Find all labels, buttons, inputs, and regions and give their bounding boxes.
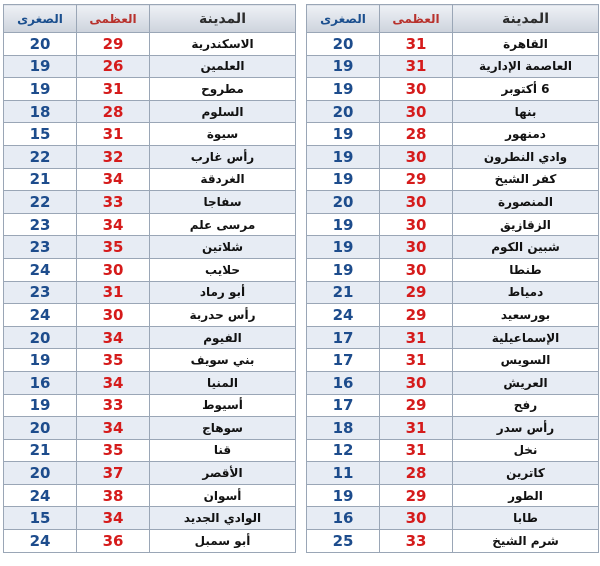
- max-temp-cell: 30: [380, 100, 453, 123]
- city-cell: الأقصر: [150, 462, 296, 485]
- max-temp-cell: 38: [77, 484, 150, 507]
- table-row: [4, 123, 296, 146]
- header-max: العظمى: [77, 5, 150, 33]
- min-temp-cell: 16: [307, 371, 380, 394]
- max-temp-cell: 29: [380, 168, 453, 191]
- city-cell: دمنهور: [453, 123, 599, 146]
- max-temp-cell: 30: [380, 371, 453, 394]
- table-row: [307, 349, 599, 372]
- min-temp-cell: 18: [4, 100, 77, 123]
- min-temp-cell: 20: [4, 462, 77, 485]
- max-temp-cell: 30: [380, 191, 453, 214]
- min-temp-cell: 20: [307, 33, 380, 56]
- table-row: [307, 304, 599, 327]
- table-row: [4, 213, 296, 236]
- table-row: [4, 78, 296, 101]
- header-min: الصغرى: [4, 5, 77, 33]
- min-temp-cell: 20: [307, 100, 380, 123]
- table-row: [307, 281, 599, 304]
- min-temp-cell: 19: [307, 168, 380, 191]
- table-row: [307, 371, 599, 394]
- city-cell: الزقازيق: [453, 213, 599, 236]
- min-temp-cell: 20: [307, 191, 380, 214]
- table-row: [4, 236, 296, 259]
- max-temp-cell: 30: [380, 145, 453, 168]
- city-cell: السويس: [453, 349, 599, 372]
- table-row: [4, 439, 296, 462]
- min-temp-cell: 24: [4, 304, 77, 327]
- table-row: [4, 326, 296, 349]
- min-temp-cell: 21: [307, 281, 380, 304]
- min-temp-cell: 19: [4, 78, 77, 101]
- header-city: المدينة: [150, 5, 296, 33]
- city-cell: رأس غارب: [150, 145, 296, 168]
- max-temp-cell: 31: [380, 326, 453, 349]
- city-cell: العريش: [453, 371, 599, 394]
- min-temp-cell: 16: [307, 507, 380, 530]
- table-row: [307, 530, 599, 553]
- header-row: [4, 5, 296, 33]
- table-row: [307, 236, 599, 259]
- max-temp-cell: 31: [380, 439, 453, 462]
- table-row: [4, 484, 296, 507]
- max-temp-cell: 35: [77, 236, 150, 259]
- city-cell: كاترين: [453, 462, 599, 485]
- table-row: [4, 394, 296, 417]
- min-temp-cell: 19: [307, 484, 380, 507]
- city-cell: العلمين: [150, 55, 296, 78]
- table-row: [307, 462, 599, 485]
- min-temp-cell: 22: [4, 145, 77, 168]
- table-row: [307, 78, 599, 101]
- city-cell: أسيوط: [150, 394, 296, 417]
- table-row: [4, 349, 296, 372]
- table-row: [307, 55, 599, 78]
- max-temp-cell: 29: [77, 33, 150, 56]
- min-temp-cell: 19: [4, 349, 77, 372]
- table-row: [307, 507, 599, 530]
- max-temp-cell: 37: [77, 462, 150, 485]
- table-row: [307, 213, 599, 236]
- min-temp-cell: 24: [4, 530, 77, 553]
- city-cell: طابا: [453, 507, 599, 530]
- min-temp-cell: 18: [307, 417, 380, 440]
- min-temp-cell: 23: [4, 281, 77, 304]
- table-row: [4, 145, 296, 168]
- min-temp-cell: 12: [307, 439, 380, 462]
- table-row: [307, 145, 599, 168]
- city-cell: أسوان: [150, 484, 296, 507]
- max-temp-cell: 34: [77, 168, 150, 191]
- city-cell: القاهرة: [453, 33, 599, 56]
- table-row: [4, 168, 296, 191]
- city-cell: الطور: [453, 484, 599, 507]
- table-row: [4, 33, 296, 56]
- min-temp-cell: 23: [4, 236, 77, 259]
- max-temp-cell: 28: [380, 123, 453, 146]
- city-cell: حلايب: [150, 258, 296, 281]
- table-row: [4, 530, 296, 553]
- city-cell: المنيا: [150, 371, 296, 394]
- min-temp-cell: 19: [307, 55, 380, 78]
- table-row: [4, 507, 296, 530]
- max-temp-cell: 29: [380, 484, 453, 507]
- min-temp-cell: 19: [307, 213, 380, 236]
- max-temp-cell: 31: [380, 417, 453, 440]
- min-temp-cell: 15: [4, 123, 77, 146]
- max-temp-cell: 29: [380, 394, 453, 417]
- max-temp-cell: 33: [380, 530, 453, 553]
- table-row: [307, 394, 599, 417]
- city-cell: دمياط: [453, 281, 599, 304]
- city-cell: سفاجا: [150, 191, 296, 214]
- min-temp-cell: 21: [4, 439, 77, 462]
- min-temp-cell: 23: [4, 213, 77, 236]
- table-row: [307, 100, 599, 123]
- min-temp-cell: 19: [4, 55, 77, 78]
- min-temp-cell: 16: [4, 371, 77, 394]
- min-temp-cell: 20: [4, 33, 77, 56]
- min-temp-cell: 24: [307, 304, 380, 327]
- table-row: [4, 281, 296, 304]
- right-weather-table: [306, 4, 599, 553]
- max-temp-cell: 31: [380, 33, 453, 56]
- min-temp-cell: 24: [4, 484, 77, 507]
- min-temp-cell: 17: [307, 394, 380, 417]
- max-temp-cell: 36: [77, 530, 150, 553]
- max-temp-cell: 30: [380, 78, 453, 101]
- city-cell: شرم الشيخ: [453, 530, 599, 553]
- max-temp-cell: 30: [77, 258, 150, 281]
- max-temp-cell: 29: [380, 281, 453, 304]
- table-row: [307, 168, 599, 191]
- max-temp-cell: 35: [77, 349, 150, 372]
- min-temp-cell: 19: [307, 258, 380, 281]
- min-temp-cell: 17: [307, 326, 380, 349]
- table-row: [307, 191, 599, 214]
- table-row: [307, 326, 599, 349]
- city-cell: الإسماعيلية: [453, 326, 599, 349]
- city-cell: مرسى علم: [150, 213, 296, 236]
- max-temp-cell: 34: [77, 507, 150, 530]
- table-row: [307, 258, 599, 281]
- max-temp-cell: 31: [380, 349, 453, 372]
- header-max: العظمى: [380, 5, 453, 33]
- city-cell: الغردقة: [150, 168, 296, 191]
- city-cell: بني سويف: [150, 349, 296, 372]
- min-temp-cell: 22: [4, 191, 77, 214]
- table-row: [4, 417, 296, 440]
- max-temp-cell: 26: [77, 55, 150, 78]
- min-temp-cell: 15: [4, 507, 77, 530]
- city-cell: الاسكندرية: [150, 33, 296, 56]
- min-temp-cell: 19: [307, 145, 380, 168]
- table-row: [307, 439, 599, 462]
- city-cell: كفر الشيخ: [453, 168, 599, 191]
- min-temp-cell: 19: [4, 394, 77, 417]
- city-cell: السلوم: [150, 100, 296, 123]
- city-cell: سوهاج: [150, 417, 296, 440]
- city-cell: الوادي الجديد: [150, 507, 296, 530]
- max-temp-cell: 30: [380, 213, 453, 236]
- table-row: [307, 123, 599, 146]
- city-cell: شبين الكوم: [453, 236, 599, 259]
- max-temp-cell: 33: [77, 191, 150, 214]
- city-cell: الفيوم: [150, 326, 296, 349]
- max-temp-cell: 34: [77, 213, 150, 236]
- max-temp-cell: 28: [380, 462, 453, 485]
- max-temp-cell: 28: [77, 100, 150, 123]
- city-cell: رأس سدر: [453, 417, 599, 440]
- min-temp-cell: 19: [307, 123, 380, 146]
- city-cell: قنا: [150, 439, 296, 462]
- header-row: [307, 5, 599, 33]
- min-temp-cell: 25: [307, 530, 380, 553]
- city-cell: بنها: [453, 100, 599, 123]
- table-row: [307, 417, 599, 440]
- city-cell: العاصمة الإدارية: [453, 55, 599, 78]
- table-row: [307, 484, 599, 507]
- table-row: [4, 371, 296, 394]
- city-cell: سيوة: [150, 123, 296, 146]
- table-row: [4, 462, 296, 485]
- max-temp-cell: 31: [77, 78, 150, 101]
- city-cell: بورسعيد: [453, 304, 599, 327]
- max-temp-cell: 33: [77, 394, 150, 417]
- min-temp-cell: 20: [4, 326, 77, 349]
- table-row: [4, 258, 296, 281]
- max-temp-cell: 31: [77, 281, 150, 304]
- city-cell: أبو رماد: [150, 281, 296, 304]
- min-temp-cell: 20: [4, 417, 77, 440]
- max-temp-cell: 29: [380, 304, 453, 327]
- max-temp-cell: 34: [77, 417, 150, 440]
- max-temp-cell: 30: [380, 258, 453, 281]
- city-cell: المنصورة: [453, 191, 599, 214]
- header-city: المدينة: [453, 5, 599, 33]
- city-cell: أبو سمبل: [150, 530, 296, 553]
- city-cell: رفح: [453, 394, 599, 417]
- left-weather-table: [3, 4, 296, 553]
- max-temp-cell: 30: [77, 304, 150, 327]
- table-row: [4, 100, 296, 123]
- table-row: [307, 33, 599, 56]
- city-cell: شلاتين: [150, 236, 296, 259]
- city-cell: وادي النطرون: [453, 145, 599, 168]
- max-temp-cell: 35: [77, 439, 150, 462]
- min-temp-cell: 19: [307, 236, 380, 259]
- min-temp-cell: 24: [4, 258, 77, 281]
- max-temp-cell: 31: [77, 123, 150, 146]
- max-temp-cell: 30: [380, 236, 453, 259]
- city-cell: مطروح: [150, 78, 296, 101]
- table-row: [4, 304, 296, 327]
- min-temp-cell: 19: [307, 78, 380, 101]
- header-min: الصغرى: [307, 5, 380, 33]
- max-temp-cell: 32: [77, 145, 150, 168]
- max-temp-cell: 34: [77, 326, 150, 349]
- max-temp-cell: 34: [77, 371, 150, 394]
- max-temp-cell: 30: [380, 507, 453, 530]
- max-temp-cell: 31: [380, 55, 453, 78]
- city-cell: 6 أكتوبر: [453, 78, 599, 101]
- city-cell: طنطا: [453, 258, 599, 281]
- min-temp-cell: 21: [4, 168, 77, 191]
- city-cell: نخل: [453, 439, 599, 462]
- min-temp-cell: 11: [307, 462, 380, 485]
- min-temp-cell: 17: [307, 349, 380, 372]
- table-row: [4, 55, 296, 78]
- table-row: [4, 191, 296, 214]
- city-cell: رأس حدربة: [150, 304, 296, 327]
